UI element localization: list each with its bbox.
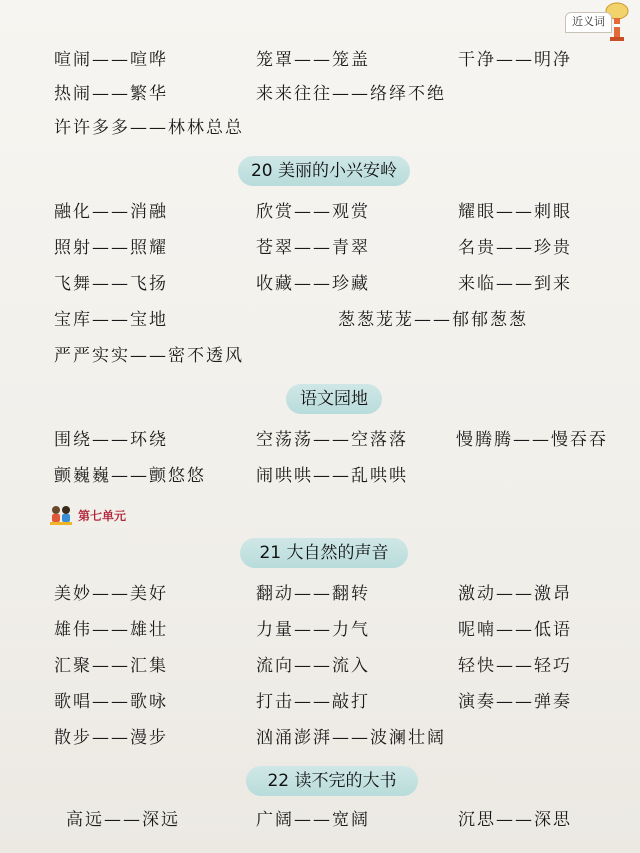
corner-tab	[548, 0, 640, 40]
synonym-pair: 美妙——美好	[54, 584, 168, 604]
synonym-pair: 宝库——宝地	[54, 310, 168, 330]
synonym-pair: 沉思——深思	[458, 810, 572, 830]
synonym-pair: 收藏——珍藏	[256, 274, 370, 294]
lesson-title: 语文园地	[286, 384, 382, 414]
synonym-pair: 照射——照耀	[54, 238, 168, 258]
synonym-pair: 围绕——环绕	[54, 430, 168, 450]
lesson-title: 20 美丽的小兴安岭	[238, 156, 410, 186]
synonym-pair: 高远——深远	[66, 810, 180, 830]
synonym-pair: 热闹——繁华	[54, 84, 168, 104]
synonym-pair: 喧闹——喧哗	[54, 50, 168, 70]
synonym-pair: 空荡荡——空落落	[256, 430, 408, 450]
synonym-pair: 汹涌澎湃——波澜壮阔	[256, 728, 446, 748]
synonym-pair: 苍翠——青翠	[256, 238, 370, 258]
word-row	[0, 110, 640, 146]
synonym-pair: 耀眼——刺眼	[458, 202, 572, 222]
word-row	[0, 576, 640, 612]
synonym-pair: 力量——力气	[256, 620, 370, 640]
synonym-pair: 雄伟——雄壮	[54, 620, 168, 640]
synonym-pair: 干净——明净	[458, 50, 572, 70]
word-row	[0, 648, 640, 684]
category-badge: 近义词	[565, 12, 612, 33]
lesson-title: 22 读不完的大书	[246, 766, 418, 796]
synonym-pair: 葱葱茏茏——郁郁葱葱	[338, 310, 528, 330]
word-row	[0, 684, 640, 720]
word-row	[0, 42, 640, 78]
synonym-pair: 广阔——宽阔	[256, 810, 370, 830]
synonym-pair: 来临——到来	[458, 274, 572, 294]
synonym-pair: 飞舞——飞扬	[54, 274, 168, 294]
synonym-pair: 融化——消融	[54, 202, 168, 222]
word-row	[0, 802, 640, 838]
unit-marker	[48, 502, 126, 528]
word-row	[0, 422, 640, 458]
lesson-header	[0, 538, 640, 572]
synonym-pair: 流向——流入	[256, 656, 370, 676]
children-icon	[48, 504, 74, 526]
synonym-pair: 打击——敲打	[256, 692, 370, 712]
synonym-pair: 翻动——翻转	[256, 584, 370, 604]
lesson-header	[0, 156, 640, 190]
word-row	[0, 302, 640, 338]
synonym-pair: 歌唱——歌咏	[54, 692, 168, 712]
synonym-pair: 许许多多——林林总总	[54, 118, 244, 138]
synonym-pair: 演奏——弹奏	[458, 692, 572, 712]
lesson-title: 21 大自然的声音	[240, 538, 408, 568]
synonym-pair: 汇聚——汇集	[54, 656, 168, 676]
synonym-pair: 散步——漫步	[54, 728, 168, 748]
word-row	[0, 76, 640, 112]
word-row	[0, 266, 640, 302]
word-row	[0, 194, 640, 230]
word-row	[0, 458, 640, 494]
synonym-pair: 来来往往——络绎不绝	[256, 84, 446, 104]
unit-label: 第七单元	[78, 508, 127, 523]
word-row	[0, 338, 640, 374]
synonym-pair: 欣赏——观赏	[256, 202, 370, 222]
word-row	[0, 230, 640, 266]
synonym-pair: 呢喃——低语	[458, 620, 572, 640]
synonym-pair: 闹哄哄——乱哄哄	[256, 466, 408, 486]
synonym-pair: 笼罩——笼盖	[256, 50, 370, 70]
synonym-pair: 名贵——珍贵	[458, 238, 572, 258]
synonym-pair: 严严实实——密不透风	[54, 346, 244, 366]
lesson-header	[0, 384, 640, 418]
word-row	[0, 612, 640, 648]
synonym-pair: 慢腾腾——慢吞吞	[456, 430, 608, 450]
synonym-pair: 轻快——轻巧	[458, 656, 572, 676]
lesson-header	[0, 766, 640, 800]
synonym-pair: 颤巍巍——颤悠悠	[54, 466, 206, 486]
word-row	[0, 720, 640, 756]
synonym-pair: 激动——激昂	[458, 584, 572, 604]
